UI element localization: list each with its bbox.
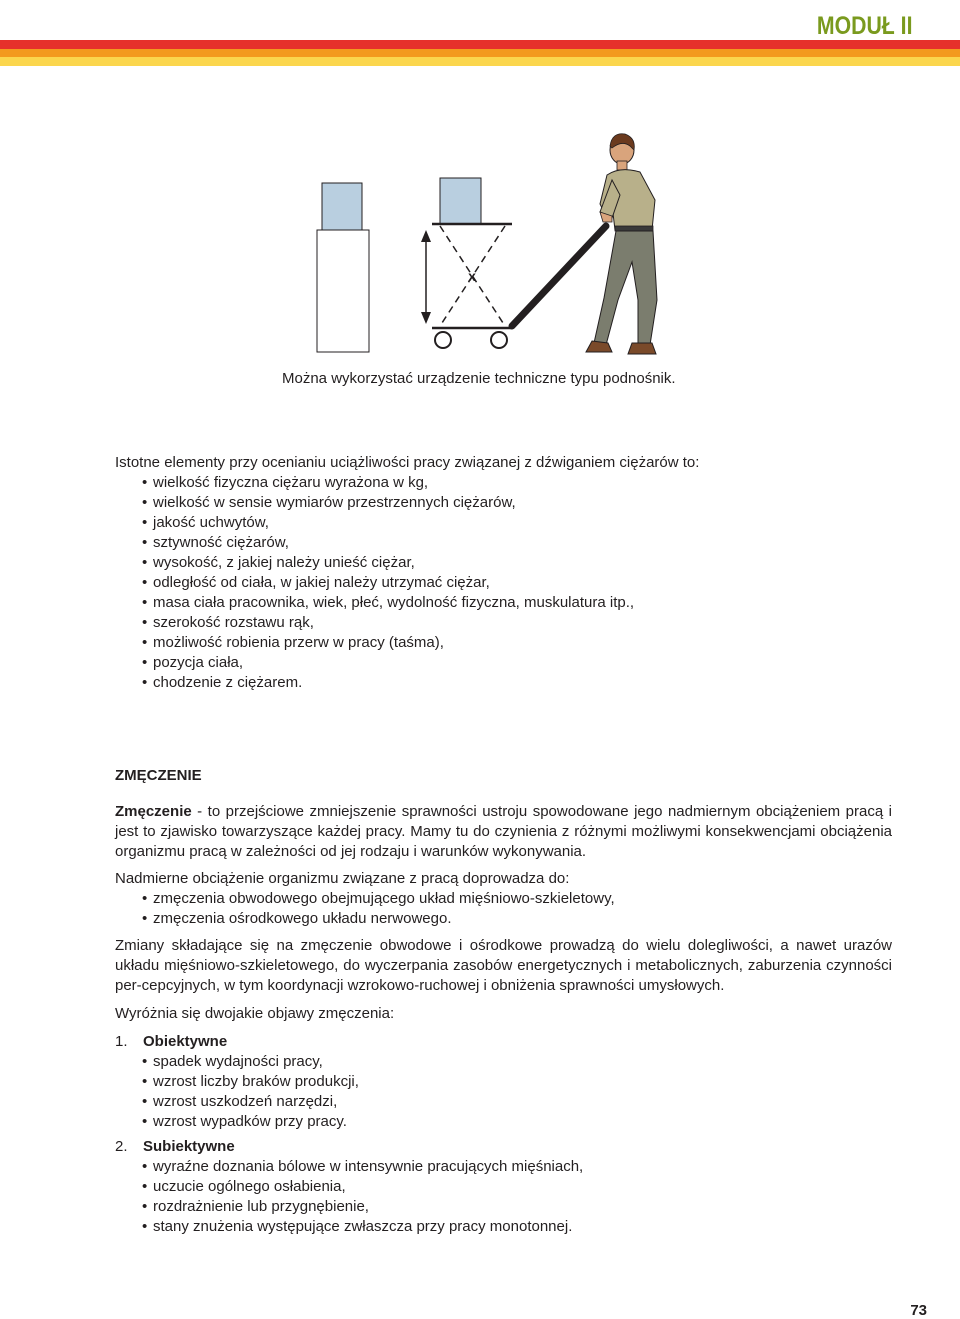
objective-list	[115, 1052, 892, 1132]
static-platform	[317, 183, 369, 352]
fatigue-definition	[115, 802, 892, 862]
list-item: • masa ciała pracownika, wiek, płeć, wydolność fizyczna, muskulatura itp.,	[142, 593, 892, 613]
symptoms-lead: Wyróżnia się dwojakie objawy zmęczenia:	[115, 1005, 395, 1022]
main-content	[115, 453, 892, 1237]
item-label: Subiektywne	[143, 1138, 235, 1155]
definition-term: Zmęczenie	[115, 803, 192, 820]
list-item: • szerokość rozstawu rąk,	[142, 613, 892, 633]
worker-figure	[586, 134, 657, 354]
item-label: Obiektywne	[143, 1033, 228, 1050]
scissor-lift	[421, 178, 512, 348]
list-item: • rozdrażnienie lub przygnębienie,	[142, 1197, 892, 1217]
list-item: • stany znużenia występujące zwłaszcza przy pracy monotonnej.	[142, 1217, 892, 1237]
list-item: • wzrost wypadków przy pracy.	[142, 1112, 892, 1132]
list-item: • wysokość, z jakiej należy unieść ciężar,	[142, 553, 892, 573]
section-heading-fatigue: ZMĘCZENIE	[115, 767, 202, 784]
intro-lead: Istotne elementy przy ocenianiu uciążliwości pracy związanej z dźwiganiem ciężarów to:	[115, 454, 700, 471]
lift-device-illustration	[300, 128, 680, 363]
list-item: • spadek wydajności pracy,	[142, 1052, 892, 1072]
intro-list	[115, 473, 892, 693]
objective-heading	[115, 1032, 892, 1052]
subjective-heading	[115, 1137, 892, 1157]
list-item: • pozycja ciała,	[142, 653, 892, 673]
item-number: 2.	[115, 1138, 128, 1155]
overload-list	[115, 889, 892, 929]
list-item: • jakość uchwytów,	[142, 513, 892, 533]
changes-paragraph: Zmiany składające się na zmęczenie obwodowe i ośrodkowe prowadzą do wielu dolegliwości, a nawet urazów układu mięśniowo-szkieletowego, do wyczerpania zasobów energetycznych i metabolicznych, zaburzenia czynności per-cepcyjnych, w tym koordynacji wzrokowo-ruchowej i obniżenia sprawności umysłowych.	[115, 937, 892, 994]
figure-caption: Można wykorzystać urządzenie techniczne typu podnośnik.	[282, 370, 676, 387]
cart-handle	[512, 226, 606, 326]
definition-text: - to przejściowe zmniejszenie sprawności ustroju spowodowane jego nadmiernym obciążeniem pracą i jest to zjawisko towarzyszące każdej pracy. Mamy tu do czynienia z różnymi możliwymi konsekwencjami obciążenia organizmu pracą w zależności od jej rodzaju i warunków wykonywania.	[115, 803, 892, 860]
page-number: 73	[910, 1302, 927, 1319]
list-item: • chodzenie z ciężarem.	[142, 673, 892, 693]
list-item: • wielkość w sensie wymiarów przestrzennych ciężarów,	[142, 493, 892, 513]
list-item: • zmęczenia obwodowego obejmującego układ mięśniowo-szkieletowy,	[142, 889, 892, 909]
list-item: • zmęczenia ośrodkowego układu nerwowego.	[142, 909, 892, 929]
overload-lead: Nadmierne obciążenie organizmu związane z pracą doprowadza do:	[115, 870, 570, 887]
module-title: MODUŁ II	[816, 12, 912, 40]
item-number: 1.	[115, 1033, 128, 1050]
list-item: • wielkość fizyczna ciężaru wyrażona w kg,	[142, 473, 892, 493]
lift-center-marker: x	[468, 268, 476, 284]
list-item: • wzrost liczby braków produkcji,	[142, 1072, 892, 1092]
list-item: • wyraźne doznania bólowe w intensywnie pracujących mięśniach,	[142, 1157, 892, 1177]
subjective-list	[115, 1157, 892, 1237]
list-item: • sztywność ciężarów,	[142, 533, 892, 553]
list-item: • uczucie ogólnego osłabienia,	[142, 1177, 892, 1197]
list-item: • wzrost uszkodzeń narzędzi,	[142, 1092, 892, 1112]
list-item: • odległość od ciała, w jakiej należy utrzymać ciężar,	[142, 573, 892, 593]
list-item: • możliwość robienia przerw w pracy (taśma),	[142, 633, 892, 653]
